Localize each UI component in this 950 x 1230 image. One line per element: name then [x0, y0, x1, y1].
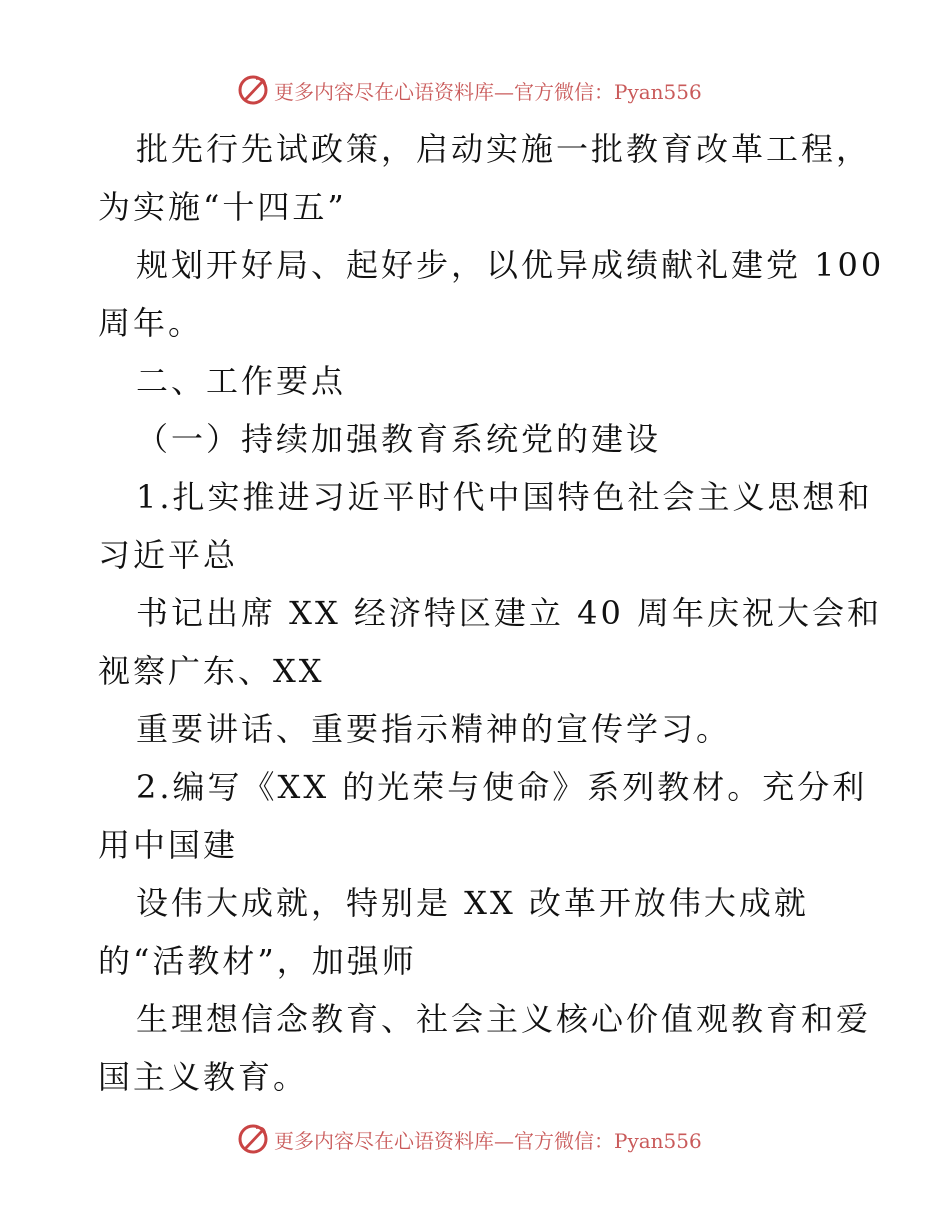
subsection-heading: （一）持续加强教育系统党的建设 — [136, 420, 662, 458]
red-quill-emblem-icon — [236, 73, 270, 107]
section-heading: 二、工作要点 — [136, 362, 347, 400]
text-line: 周年。 — [98, 304, 204, 342]
text-line: 设伟大成就，特别是 XX 改革开放伟大成就 — [136, 884, 809, 922]
text-line: 生理想信念教育、社会主义核心价值观教育和爱 — [136, 1000, 872, 1038]
text-line: 批先行先试政策，启动实施一批教育改革工程， — [136, 130, 872, 168]
text-line: 1.扎实推进习近平时代中国特色社会主义思想和 — [136, 478, 873, 516]
text-line: 书记出席 XX 经济特区建立 40 周年庆祝大会和 — [136, 594, 882, 632]
header-watermark — [236, 73, 716, 107]
text-line: 为实施“十四五” — [98, 188, 347, 226]
text-line: 的“活教材”，加强师 — [98, 942, 417, 980]
text-line: 重要讲话、重要指示精神的宣传学习。 — [136, 710, 732, 748]
text-line: 习近平总 — [98, 536, 239, 574]
watermark-text: 更多内容尽在心语资料库—官方微信：Pyan556 — [274, 79, 702, 104]
text-line: 规划开好局、起好步，以优异成绩献礼建党 100 — [136, 246, 885, 284]
text-line: 视察广东、XX — [98, 652, 325, 690]
text-line: 用中国建 — [98, 826, 239, 864]
footer-watermark — [236, 1122, 716, 1156]
watermark-text: 更多内容尽在心语资料库—官方微信：Pyan556 — [274, 1128, 702, 1153]
text-line: 国主义教育。 — [98, 1058, 309, 1096]
text-line: 2.编写《XX 的光荣与使命》系列教材。充分利 — [136, 768, 868, 806]
document-body — [98, 120, 885, 1106]
red-quill-emblem-icon — [236, 1122, 270, 1156]
